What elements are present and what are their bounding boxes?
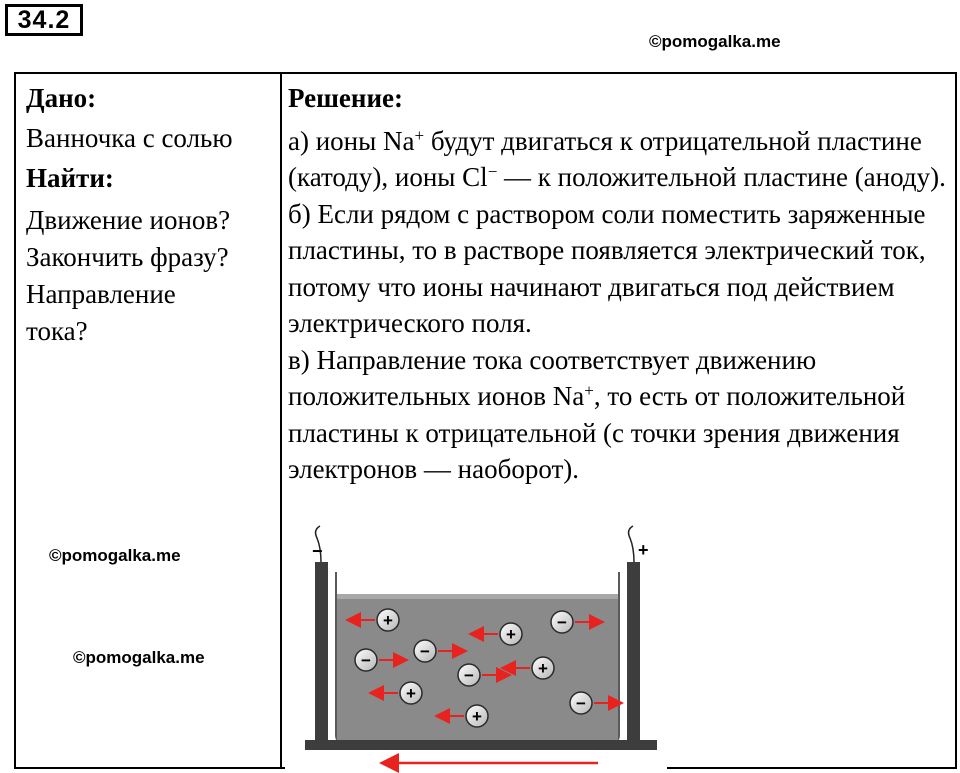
ion-charge-label: +	[472, 707, 482, 726]
ion-charge-label: +	[406, 684, 416, 703]
watermark-bottom: ©pomogalka.me	[73, 648, 205, 667]
negative-plate	[315, 562, 328, 744]
ion-charge-label: −	[361, 651, 371, 670]
ion-charge-label: +	[538, 659, 548, 678]
find-item: Закончить фразу?	[26, 242, 229, 272]
given-column	[26, 80, 276, 350]
ion-charge-label: −	[420, 642, 430, 661]
find-item: тока?	[26, 316, 88, 346]
find-item: Движение ионов?	[26, 205, 231, 235]
ion-charge-label: −	[464, 666, 474, 685]
solution-column	[288, 80, 948, 488]
solution-surface	[337, 594, 618, 599]
ion-charge-label: −	[576, 694, 586, 713]
electrolysis-diagram	[285, 505, 667, 773]
given-heading: Дано:	[26, 83, 97, 113]
column-divider	[280, 74, 282, 767]
ion-charge-label: +	[383, 611, 393, 630]
find-heading: Найти:	[26, 163, 114, 193]
solution-part-a: а) ионы Na+ будут двигаться к отрицательной пластине (катоду), ионы Cl− — к положительной пластине (аноду).	[288, 125, 946, 192]
negative-sign-label: −	[312, 541, 323, 561]
find-item: Направление	[26, 279, 176, 309]
given-text: Ванночка с солью	[26, 123, 233, 153]
solution-part-c: в) Направление тока соответствует движению положительных ионов Na+, то есть от положительной пластины к отрицательной (с точки зрения движения электронов — наоборот).	[288, 344, 906, 484]
watermark-middle: ©pomogalka.me	[49, 546, 181, 565]
solution-part-b: б) Если рядом с раствором соли поместить заряженные пластины, то в растворе появляется электрический ток, потому что ионы начинают двигаться под действием электрического поля.	[288, 198, 926, 338]
ion-charge-label: −	[557, 613, 567, 632]
solution-heading: Решение:	[288, 83, 403, 113]
base-stand	[305, 740, 657, 750]
positive-plate	[627, 562, 640, 744]
ion-charge-label: +	[506, 625, 516, 644]
watermark-top: ©pomogalka.me	[649, 32, 781, 51]
positive-sign-label: +	[638, 540, 649, 560]
find-list	[26, 202, 276, 350]
problem-number: 34.2	[5, 4, 83, 36]
